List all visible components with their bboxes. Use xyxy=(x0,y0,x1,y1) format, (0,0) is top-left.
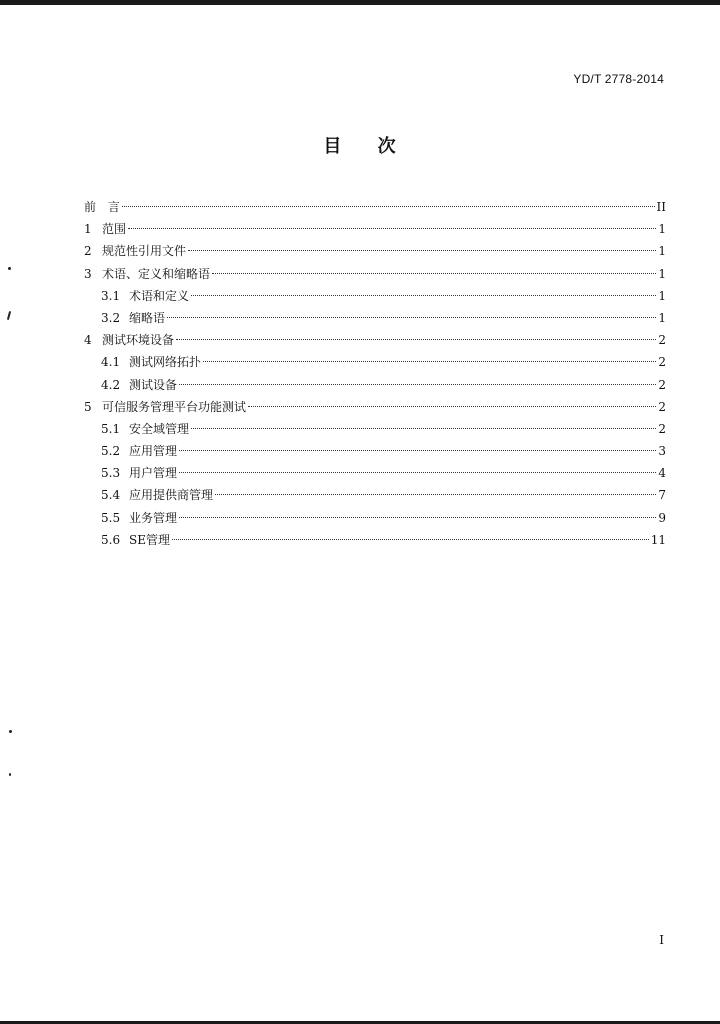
dot-leader xyxy=(176,339,656,340)
toc-entry-number: 3 xyxy=(84,266,92,281)
dot-leader xyxy=(215,494,656,495)
dot-leader xyxy=(179,517,656,518)
toc-entry-4-1[interactable] xyxy=(84,351,666,373)
dot-leader xyxy=(179,384,656,385)
toc-entry-number: 5.1 xyxy=(101,421,121,436)
dot-leader xyxy=(191,428,656,429)
toc-entry-4-2[interactable] xyxy=(84,374,666,396)
toc-entry-page: 3 xyxy=(658,444,666,459)
toc-entry-label: 应用提供商管理 xyxy=(129,488,214,503)
toc-entry-page: II xyxy=(656,200,666,214)
toc-entry-page: 1 xyxy=(658,222,666,237)
toc-entry-label: 术语和定义 xyxy=(129,288,190,303)
dot-leader xyxy=(179,450,656,451)
toc-entry-page: 1 xyxy=(658,288,666,303)
toc-entry-label: 可信服务管理平台功能测试 xyxy=(102,399,247,414)
scan-speck xyxy=(7,311,11,320)
dot-leader xyxy=(172,539,649,540)
toc-entry-label: 缩略语 xyxy=(129,310,166,325)
toc-entry-label: 业务管理 xyxy=(129,510,178,525)
toc-entry-5-3[interactable] xyxy=(84,462,666,484)
toc-entry-number: 4.1 xyxy=(101,355,121,370)
dot-leader xyxy=(167,317,656,318)
toc-entry-5-5[interactable] xyxy=(84,507,666,529)
toc-entry-number: 5.3 xyxy=(101,466,121,481)
page-number: I xyxy=(659,933,664,947)
dot-leader xyxy=(248,406,656,407)
toc-entry-number: 3.2 xyxy=(101,310,121,325)
toc-entry-label: 前 言 xyxy=(84,200,120,214)
toc-entry-number: 1 xyxy=(84,222,92,237)
toc-entry-page: 2 xyxy=(658,421,666,436)
toc-entry-page: 11 xyxy=(650,532,666,547)
dot-leader xyxy=(212,273,656,274)
toc-entry-label: 规范性引用文件 xyxy=(102,244,187,259)
toc-title: 目 次 xyxy=(323,136,397,157)
toc-entry-5-6[interactable] xyxy=(84,529,666,551)
toc-entry-label: 术语、定义和缩略语 xyxy=(102,266,211,281)
dot-leader xyxy=(128,228,656,229)
toc-entry-3-2[interactable] xyxy=(84,307,666,329)
toc-entry-2[interactable] xyxy=(84,240,666,262)
toc-entry-3-1[interactable] xyxy=(84,285,666,307)
toc-entry-number: 4 xyxy=(84,333,92,348)
toc-entry-label: 测试设备 xyxy=(129,377,178,392)
toc-entry-foreword[interactable] xyxy=(84,196,666,218)
document-code: YD/T 2778-2014 xyxy=(573,72,664,86)
toc-entry-label: 测试网络拓扑 xyxy=(129,355,202,370)
dot-leader xyxy=(188,250,656,251)
toc-entry-number: 2 xyxy=(84,244,92,259)
toc-entry-4[interactable] xyxy=(84,329,666,351)
toc-entry-label: 安全域管理 xyxy=(129,421,190,436)
toc-entry-page: 4 xyxy=(658,466,666,481)
toc-entry-page: 9 xyxy=(658,510,666,525)
table-of-contents xyxy=(84,196,666,551)
dot-leader xyxy=(122,206,655,207)
toc-entry-label: 测试环境设备 xyxy=(102,333,175,348)
scan-edge-top xyxy=(0,0,720,5)
toc-entry-5[interactable] xyxy=(84,396,666,418)
toc-entry-5-2[interactable] xyxy=(84,440,666,462)
scan-speck xyxy=(9,773,11,776)
scan-speck xyxy=(8,267,11,270)
toc-entry-label: 用户管理 xyxy=(129,466,178,481)
toc-entry-page: 2 xyxy=(658,355,666,370)
toc-entry-page: 7 xyxy=(658,488,666,503)
toc-entry-number: 5 xyxy=(84,399,92,414)
toc-entry-label: 范围 xyxy=(102,222,127,237)
toc-entry-page: 1 xyxy=(658,244,666,259)
toc-entry-page: 1 xyxy=(658,266,666,281)
toc-entry-page: 2 xyxy=(658,399,666,414)
dot-leader xyxy=(179,472,656,473)
toc-entry-1[interactable] xyxy=(84,218,666,240)
toc-entry-page: 2 xyxy=(658,377,666,392)
toc-entry-page: 1 xyxy=(658,310,666,325)
toc-entry-page: 2 xyxy=(658,333,666,348)
dot-leader xyxy=(191,295,656,296)
toc-entry-number: 3.1 xyxy=(101,288,121,303)
toc-entry-number: 5.5 xyxy=(101,510,121,525)
toc-entry-number: 5.4 xyxy=(101,488,121,503)
scan-speck xyxy=(9,730,12,733)
toc-entry-number: 5.6 xyxy=(101,532,121,547)
toc-entry-number: 4.2 xyxy=(101,377,121,392)
toc-entry-5-1[interactable] xyxy=(84,418,666,440)
dot-leader xyxy=(203,361,656,362)
toc-entry-label: SE管理 xyxy=(129,532,170,547)
toc-entry-3[interactable] xyxy=(84,263,666,285)
toc-entry-label: 应用管理 xyxy=(129,444,178,459)
toc-entry-number: 5.2 xyxy=(101,444,121,459)
toc-entry-5-4[interactable] xyxy=(84,484,666,506)
